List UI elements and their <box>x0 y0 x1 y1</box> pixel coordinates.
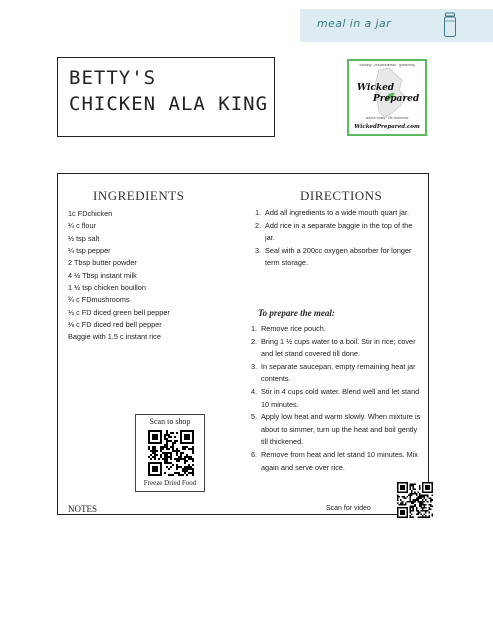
recipe-title-line-2: CHICKEN ALA KING <box>69 93 269 115</box>
recipe-title-line-1: BETTY'S <box>69 67 157 89</box>
prepare-step <box>251 361 423 386</box>
video-qr-label: Scan for video <box>326 505 371 512</box>
step-number: 2. <box>255 220 262 230</box>
recipe-card <box>57 173 429 515</box>
ingredient-item: ½ tsp salt <box>68 233 100 243</box>
step-number: 5. <box>251 412 258 422</box>
jar-icon <box>443 12 457 38</box>
logo-word-prepared: Prepared <box>373 94 420 104</box>
prepare-step <box>251 336 423 361</box>
step-text: Seal with a 200cc oxygen absorber for longer term storage. <box>265 245 412 268</box>
step-number: 2. <box>251 336 258 346</box>
ingredient-item: ⅓ c FD diced green bell pepper <box>68 307 170 317</box>
meal-in-a-jar-banner <box>300 9 493 42</box>
step-text: Apply low heat and warm slowly. When mixture is about to simmer, turn up the heat and boil gently till thickened. <box>261 412 421 447</box>
prepare-step <box>251 449 423 474</box>
step-number: 4. <box>251 386 258 396</box>
logo-tagline-bottom: advice today · life tomorrow <box>365 116 409 120</box>
shop-qr-code[interactable] <box>148 430 194 476</box>
shop-qr-caption: Freeze Dried Food <box>143 479 197 487</box>
directions-list <box>255 207 420 270</box>
step-text: Add rice in a separate baggie in the top of the jar. <box>265 220 413 243</box>
prepare-step <box>251 323 423 336</box>
step-text: Stir in 4 cups cold water. Blend well and let stand 10 minutes. <box>261 386 420 409</box>
prepare-steps-list <box>251 323 423 474</box>
step-number: 6. <box>251 449 258 459</box>
wicked-prepared-logo <box>347 59 427 136</box>
video-qr-code[interactable] <box>397 482 433 518</box>
step-number: 1. <box>251 324 258 333</box>
direction-step <box>255 220 420 245</box>
shop-qr-label: Scan to shop <box>149 417 191 426</box>
shop-qr-box[interactable] <box>135 414 205 492</box>
step-text: Add all ingredients to a wide mouth quart jar. <box>265 208 409 217</box>
step-text: Remove rice pouch. <box>261 324 326 333</box>
banner-label: meal in a jar <box>317 17 392 30</box>
step-number: 1. <box>255 208 262 217</box>
logo-website: WickedPrepared.com <box>354 124 420 130</box>
prepare-step <box>251 411 423 449</box>
prepare-heading: To prepare the meal: <box>258 308 335 318</box>
step-text: Remove from heat and let stand 10 minutes. Mix again and serve over rice. <box>261 449 418 472</box>
logo-word-wicked: Wicked <box>357 83 395 93</box>
step-number: 3. <box>255 245 262 255</box>
ingredient-item: ¼ c flour <box>68 221 96 231</box>
prepare-step <box>251 386 423 411</box>
ingredient-item: 2 Tbsp butter powder <box>68 258 137 268</box>
recipe-title-box <box>57 57 275 137</box>
ingredient-item: ¾ c FDmushrooms <box>68 295 130 305</box>
directions-heading: DIRECTIONS <box>300 188 383 203</box>
ingredient-item: 1c FDchicken <box>68 209 113 218</box>
direction-step <box>255 207 420 220</box>
logo-tagline-top: cooking · preparedness · gardening <box>359 63 415 67</box>
ingredients-heading: INGREDIENTS <box>93 188 185 203</box>
notes-label: NOTES <box>68 504 97 514</box>
ingredient-item: ¼ tsp pepper <box>68 246 111 256</box>
step-number: 3. <box>251 361 258 371</box>
step-text: In separate saucepan, empty remaining heat jar contents. <box>261 361 416 384</box>
ingredient-item: 1 ½ tsp chicken bouillon <box>68 283 146 293</box>
ingredient-item: ⅛ c FD diced red bell pepper <box>68 320 162 330</box>
ingredient-item: 4 ½ Tbsp instant milk <box>68 270 137 280</box>
step-text: Bring 1 ½ cups water to a boil. Stir in rice; cover and let stand covered till done. <box>261 336 416 359</box>
ingredients-list <box>68 208 170 344</box>
direction-step <box>255 245 420 270</box>
ingredient-item: Baggie with 1.5 c instant rice <box>68 332 161 342</box>
